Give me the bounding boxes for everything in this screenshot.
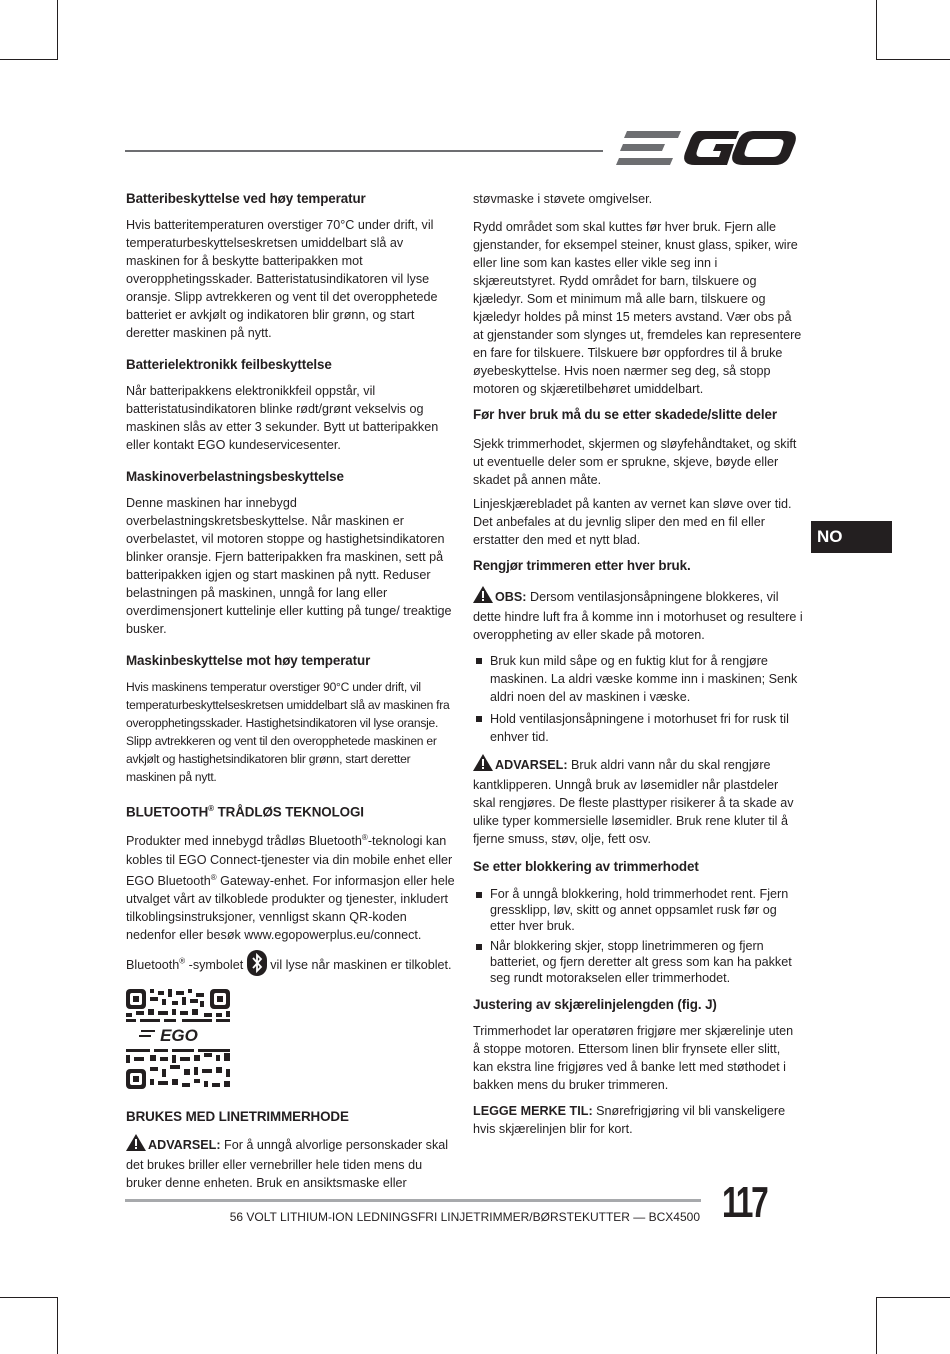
section-line-trimmer-head xyxy=(126,1108,456,1192)
continued-text: støvmaske i støvete omgivelser. xyxy=(473,192,653,206)
list-item: Når blokkering skjer, stopp linetrimmeren og fjern batteriet, og fjern deretter alt gress som kan ha pakket seg rundt motorakselen eller trimmerhodet. xyxy=(473,938,803,986)
clear-area-text: Rydd området som skal kuttes før hver bruk. Fjern alle gjenstander, for eksempel steiner, knust glass, spiker, wire eller line som kan kastes eller vikle seg inn i skjæreutstyret. Rydd området for barn, tilskuere og kjæledyr. Som et minimum må alle barn, tilskuere og kjæledyr holdes på minst 15 meters avstand. Vær obs på at gjenstander som slynges ut, fremdeles kan representere en fare for tilskuere. Tilskuere bør oppfordres til å bruke øyebeskyttelse. Hvis noen nærmer seg deg, så stopp motoren og skjæretilbehøret umiddelbart. xyxy=(473,220,802,396)
section-title: Batteribeskyttelse ved høy temperatur xyxy=(126,191,366,206)
language-tab: NO xyxy=(811,521,892,553)
section-text: Når batteripakkens elektronikkfeil oppstår, vil batteristatusindikatoren blinke rødt/grønt vekselvis og maskinen slås av etter 3 sekunder. Bytt ut batteripakken eller kontakt EGO kundeservicesenter. xyxy=(126,384,439,452)
section-title: Maskinbeskyttelse mot høy temperatur xyxy=(126,653,371,668)
crop-mark xyxy=(876,1297,877,1354)
section-cleaning xyxy=(473,557,803,848)
section-blockage xyxy=(473,858,803,986)
footer-text: 56 VOLT LITHIUM-ION LEDNINGSFRI LINJETRIMMER/BØRSTEKUTTER — BCX4500 xyxy=(229,1210,700,1224)
crop-mark xyxy=(0,59,58,60)
qr-code[interactable] xyxy=(126,989,456,1096)
crop-mark xyxy=(57,1297,58,1354)
section-line-adjustment xyxy=(473,996,803,1138)
section-text: Denne maskinen har innebygd overbelastningskretsbeskyttelse. Når maskinen er overbelastet, vil motoren stoppe og hastighetsindikatoren blinker oransje. Fjern batteripakken fra maskinen, sett på batteripakken igjen og start maskinen på nytt. Reduser belastningen på maskinen, unngå for lang eller overdimensjonert kuttelinje eller kutting på tunge/ treaktige busker. xyxy=(126,496,452,636)
section-text: Hvis batteritemperaturen overstiger 70°C under drift, vil temperaturbeskyttelseskretsen umiddelbart slå av maskinen for å beskytte batteripakken mot overopphetingsskader. Batteristatusindikatoren vil lyse oransje. Slipp avtrekkeren og vent til det overopphetede batteriet er avkjølt og indikatoren blir grønn, og start deretter maskinen på nytt. xyxy=(126,218,438,340)
warning-label: ADVARSEL: xyxy=(495,758,568,772)
section-title: Batterielektronikk feilbeskyttelse xyxy=(126,357,332,372)
section-check-parts xyxy=(473,406,803,549)
warning-paragraph: ADVARSEL: Bruk aldri vann når du skal rengjøre kantklipperen. Unngå bruk av løsemidler når plastdeler skal rengjøres. De fleste plasttyper risikerer å ta skade av ulike typer kommersielle løsemidler. Bruk rene kluter til å fjerne smuss, støv, olje, fett osv. xyxy=(473,754,803,848)
warning-icon xyxy=(473,754,493,776)
qr-ego-logo: EGO xyxy=(160,1025,198,1045)
section-battery-electronics xyxy=(126,356,456,454)
note-paragraph: LEGGE MERKE TIL: Snørefrigjøring vil bli vanskeligere hvis skjærelinjen blir for kort. xyxy=(473,1104,786,1136)
footer-rule xyxy=(125,1199,701,1202)
warning-icon xyxy=(473,586,493,608)
bluetooth-description: Produkter med innebygd trådløs Bluetooth®-teknologi kan kobles til EGO Connect-tjenester via din mobile enhet eller EGO Bluetooth® Gateway-enhet. For informasjon eller hele utvalget vårt av tilkoblede produkter og tjenester, inkludert tilkoblingsinstruksjoner, vennligst skann QR-koden nedenfor eller besøk www.egopowerplus.eu/connect. xyxy=(126,833,455,942)
section-text: Sjekk trimmerhodet, skjermen og sløyfehåndtaket, og skift ut eventuelle deler som er sprukne, skjeve, bøyde eller skadet på annen måte. xyxy=(473,437,797,487)
list-item: Hold ventilasjonsåpningene i motorhuset fri for rusk til enhver tid. xyxy=(473,710,803,746)
warning-label: ADVARSEL: xyxy=(148,1137,221,1152)
section-title: BRUKES MED LINETRIMMERHODE xyxy=(126,1108,349,1124)
notice-paragraph: OBS: Dersom ventilasjonsåpningene blokkeres, vil dette hindre luft fra å komme inn i motorhuset og resultere i overoppheting av eller skade på motoren. xyxy=(473,586,803,644)
page-number: 117 xyxy=(722,1178,767,1227)
section-text: Linjeskjærebladet på kanten av vernet kan sløve over tid. Det anbefales at du jevnlig sliper den med en fil eller erstatter den med et nytt blad. xyxy=(473,497,792,547)
list-item: For å unngå blokkering, hold trimmerhodet rent. Fjern gressklipp, løv, skitt og annet oppsamlet rusk før og etter hver bruk. xyxy=(473,886,803,934)
section-title: Maskinoverbelastningsbeskyttelse xyxy=(126,469,344,484)
right-column xyxy=(473,190,803,1152)
section-text: Hvis maskinens temperatur overstiger 90°C under drift, vil temperaturbeskyttelseskretsen umiddelbart slå av maskinen fra overopphetingsskader. Hastighetsindikatoren vil lyse oransje. Slipp avtrekkeren og vent til den overopphetede maskinen er avkjølt og hastighetsindikatoren blir grønn, start deretter maskinen på nytt. xyxy=(126,680,450,784)
bluetooth-symbol-text: Bluetooth® -symbolet vil lyse når maskinen er tilkoblet. xyxy=(126,950,456,981)
crop-mark xyxy=(876,59,950,60)
section-overload xyxy=(126,468,456,638)
section-machine-temperature xyxy=(126,652,456,786)
note-label: LEGGE MERKE TIL: xyxy=(473,1104,593,1118)
ego-logo xyxy=(615,127,799,176)
warning-paragraph: ADVARSEL: For å unngå alvorlige personskader skal det brukes briller eller vernebriller hele tiden mens du bruker denne enheten. Bruk en ansiktsmaske eller xyxy=(126,1134,456,1192)
section-title: Før hver bruk må du se etter skadede/slitte deler xyxy=(473,407,777,422)
header-rule xyxy=(125,150,603,152)
crop-mark xyxy=(0,1297,58,1298)
section-title: Rengjør trimmeren etter hver bruk. xyxy=(473,558,691,573)
crop-mark xyxy=(57,0,58,60)
bluetooth-icon xyxy=(247,950,267,981)
cleaning-list xyxy=(473,652,803,746)
section-bluetooth xyxy=(126,800,456,1096)
warning-icon xyxy=(126,1134,146,1156)
crop-mark xyxy=(876,1297,950,1298)
blockage-list xyxy=(473,886,803,986)
section-title: BLUETOOTH® TRÅDLØS TEKNOLOGI xyxy=(126,804,364,820)
left-column xyxy=(126,190,456,1206)
section-text: Trimmerhodet lar operatøren frigjøre mer skjærelinje uten å stoppe motoren. Ettersom linen blir frynsete eller slitt, kan ekstra line frigjøres ved å banke lett med støthodet i bakken mens du bruker trimmeren. xyxy=(473,1024,794,1092)
section-battery-temperature xyxy=(126,190,456,342)
list-item: Bruk kun mild såpe og en fuktig klut for å rengjøre maskinen. La aldri væske komme inn i maskinen; Senk aldri noen del av maskinen i væske. xyxy=(473,652,803,706)
notice-label: OBS: xyxy=(495,590,527,604)
section-title: Se etter blokkering av trimmerhodet xyxy=(473,859,699,874)
section-title: Justering av skjærelinjelengden (fig. J) xyxy=(473,997,717,1012)
crop-mark xyxy=(876,0,877,60)
